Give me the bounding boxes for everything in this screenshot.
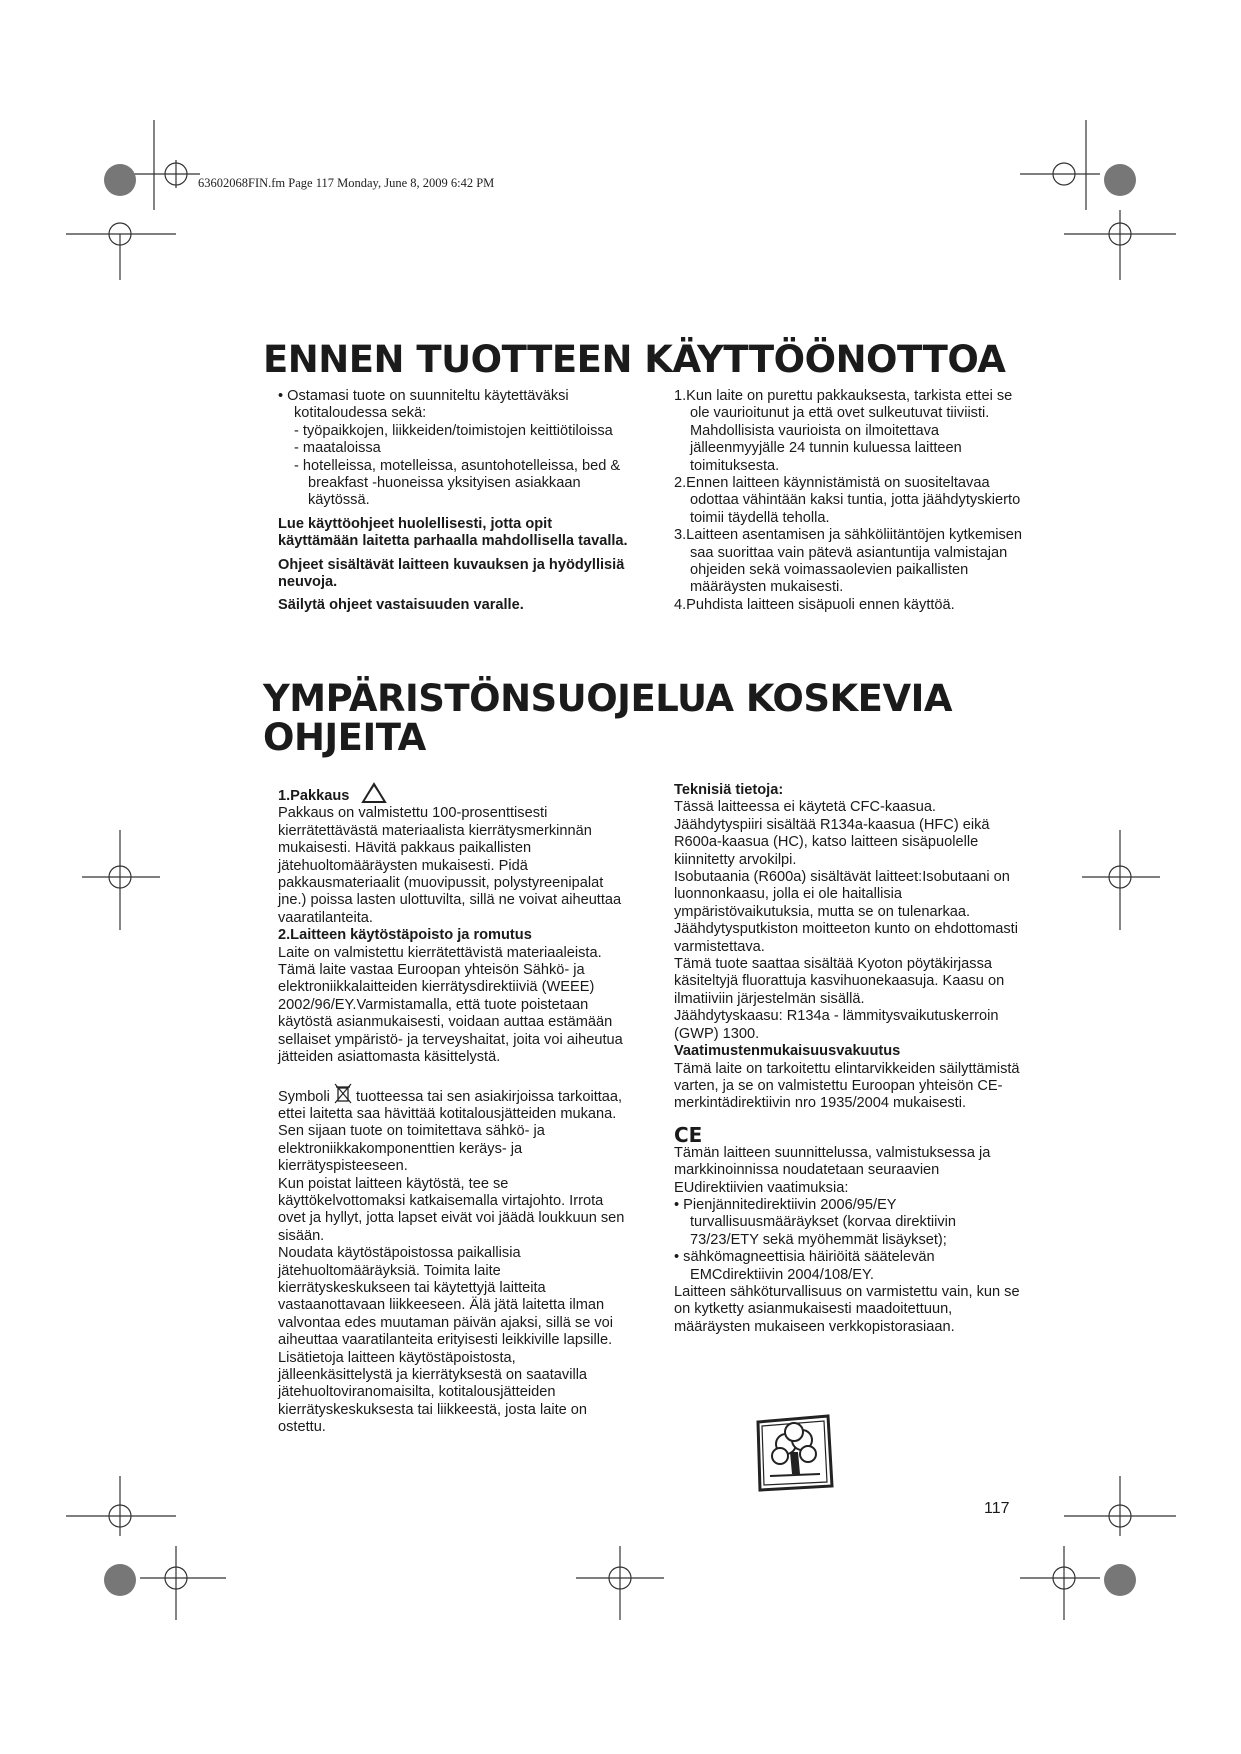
direktiivi-bullet: • sähkömagneettisia häiriöitä säätelevän EMCdirektiivin 2004/108/EY. <box>674 1249 935 1283</box>
symboli-pre: Symboli <box>278 1088 330 1105</box>
symboli-paragraph <box>278 1083 628 1176</box>
bold-note: Säilytä ohjeet vastaisuuden varalle. <box>278 597 524 614</box>
tekniset-line: Jäähdytyskaasu: R134a - lämmitysvaikutuskerroin (GWP) 1300. <box>674 1008 999 1042</box>
environment-tree-icon <box>750 1408 838 1496</box>
file-header: 63602068FIN.fm Page 117 Monday, June 8, 2009 6:42 PM <box>198 176 495 190</box>
section-title-environment: YMPÄRISTÖNSUOJELUA KOSKEVIA OHJEITA <box>263 677 952 759</box>
crossed-bin-icon <box>334 1083 352 1105</box>
tekniset-line: Jäähdytyspiiri sisältää R134a-kaasua (HFC) eikä R600a-kaasua (HC), katso laitteen sisäpuolelle kiinnitetty arvokilpi. <box>674 816 990 868</box>
lisatietoja-text: Lisätietoja laitteen käytöstäpoistosta, jälleenkäsittelystä ja kierrätyksestä on saatavilla jätehuoltoviranomaisilta, kotitalousjätteiden kierrätyskeskuksesta tai liikkeestä, josta laite on ostettu. <box>278 1349 588 1436</box>
bold-note: Ohjeet sisältävät laitteen kuvauksen ja hyödyllisiä neuvoja. <box>278 556 625 591</box>
page-number: 117 <box>984 1500 1010 1517</box>
sahko-text: Laitteen sähköturvallisuus on varmistettu vain, kun se on kytketty asianmukaisesti maadoitettuun, määräysten mukaiseen verkkopistorasiaan. <box>674 1283 1020 1335</box>
bold-note: Lue käyttöohjeet huolellisesti, jotta opit käyttämään laitetta parhaalla mahdollisella tavalla. <box>278 515 628 550</box>
pakkaus-heading-text: 1.Pakkaus <box>278 788 350 804</box>
vaatimusten-heading: Vaatimustenmukaisuusvakuutus <box>674 1043 901 1060</box>
section1-left-column <box>278 388 628 615</box>
taman-text: Tämän laitteen suunnittelussa, valmistuksessa ja markkinoinnissa noudatetaan seuraavien EUdirektiivien vaatimuksia: <box>674 1144 991 1196</box>
dash-item: - maataloissa <box>294 440 381 457</box>
section2-right-column <box>674 782 1024 1336</box>
section-title-before-use: ENNEN TUOTTEEN KÄYTTÖÖNOTTOA <box>263 338 1006 381</box>
numbered-step: 1.Kun laite on purettu pakkauksesta, tarkista ettei se ole vaurioitunut ja että ovet sulkeutuvat tiiviisti. Mahdollisista vaurioista on ilmoitettava jälleenmyyjälle 24 tunnin kuluessa laitteen toimituksesta. <box>674 388 1013 474</box>
numbered-step: 2.Ennen laitteen käynnistämistä on suositeltavaa odottaa vähintään kaksi tuntia, jotta jäähdytyskierto toimii täydellä teholla. <box>674 475 1021 526</box>
romutus-text: Tämä laite vastaa Euroopan yhteisön Sähkö- ja elektroniikkalaitteiden kierrätysdirektiiviä (WEEE) 2002/96/EY.Varmistamalla, että tuote poistetaan käytöstä asianmukaisesti, voidaan auttaa estämään sellaiset ympäristö- ja terveyshaitat, joita voi aiheutua jätteiden asiattomasta käsittelystä. <box>278 962 623 1066</box>
pakkaus-heading <box>278 782 628 805</box>
numbered-step: 3.Laitteen asentamisen ja sähköliitäntöjen kytkemisen saa suorittaa vain pätevä asiantuntija valmistajan ohjeiden sekä voimassaolevien paikallisten määräysten mukaisesti. <box>674 527 1023 596</box>
recycle-icon <box>361 782 387 804</box>
section1-right-column <box>674 388 1024 614</box>
romutus-text: Laite on valmistettu kierrätettävistä materiaaleista. <box>278 944 602 961</box>
numbered-step: 4.Puhdista laitteen sisäpuoli ennen käyttöä. <box>674 596 955 613</box>
kun-poistat-text: Kun poistat laitteen käytöstä, tee se käyttökelvottomaksi katkaisemalla virtajohto. Irrota ovet ja hyllyt, jotta lapset eivät voi jäädä loukkuun sen sisään. <box>278 1175 625 1244</box>
noudata-text: Noudata käytöstäpoistossa paikallisia jätehuoltomääräyksiä. Toimita laite kierrätyskeskukseen tai käytettyjä laitteita vastaanottavaan liikkeeseen. Älä jätä laitetta ilman valvontaa edes muutaman päivän ajaksi, sillä se voi aiheuttaa vaaratilanteita erityisesti leikkiville lapsille. <box>278 1245 614 1349</box>
dash-item: - työpaikkojen, liikkeiden/toimistojen keittiötiloissa <box>294 422 613 439</box>
tekniset-line: Isobutaania (R600a) sisältävät laitteet:Isobutaani on luonnonkaasu, jolla ei ole haitallisia ympäristövaikutuksia, mutta se on tulenarkaa. Jäähdytysputkiston moitteeton kunto on ehdottomasti varmistettava. <box>674 869 1018 955</box>
tekniset-heading: Teknisiä tietoja: <box>674 782 784 798</box>
ce-mark: CE <box>674 1122 703 1147</box>
intro-bullet: • Ostamasi tuote on suunniteltu käytettäväksi kotitaloudessa sekä: <box>278 388 569 422</box>
tekniset-line: Tässä laitteessa ei käytetä CFC-kaasua. <box>674 799 936 816</box>
vaatimusten-text: Tämä laite on tarkoitettu elintarvikkeiden säilyttämistä varten, ja se on valmistettu Euroopan yhteisön CE-merkintädirektiivin nro 1935/2004 mukaisesti. <box>674 1060 1020 1112</box>
symboli-post: tuotteessa tai sen asiakirjoissa tarkoittaa, ettei laitetta saa hävittää kotitalousjätteiden mukana. Sen sijaan tuote on toimitettava sähkö- ja elektroniikkakomponenttien keräys- ja kierrätyspisteeseen. <box>278 1088 623 1175</box>
dash-item: - hotelleissa, motelleissa, asuntohotelleissa, bed & breakfast -huoneissa yksityisen asiakkaan käytössä. <box>294 457 621 509</box>
tekniset-line: Tämä tuote saattaa sisältää Kyoton pöytäkirjassa käsiteltyjä fluorattuja kasvihuonekaasuja. Kaasu on ilmatiiviin järjestelmän sisällä. <box>674 956 1005 1007</box>
direktiivi-bullet: • Pienjännitedirektiivin 2006/95/EY turvallisuusmääräykset (korvaa direktiivin 73/23/ETY sekä myöhemmät lisäykset); <box>674 1196 957 1248</box>
section2-left-column <box>278 782 628 1437</box>
romutus-heading: 2.Laitteen käytöstäpoisto ja romutus <box>278 927 532 944</box>
pakkaus-text: Pakkaus on valmistettu 100-prosenttisesti kierrätettävästä materiaalista kierrätysmerkinnän mukaisesti. Hävitä pakkaus paikallisten jätehuoltomääräysten mukaisesti. Pidä pakkausmateriaalit (muovipussit, polystyreenipalat jne.) poissa lasten ulottuvilta, sillä ne voivat aiheuttaa vaaratilanteita. <box>278 805 622 926</box>
